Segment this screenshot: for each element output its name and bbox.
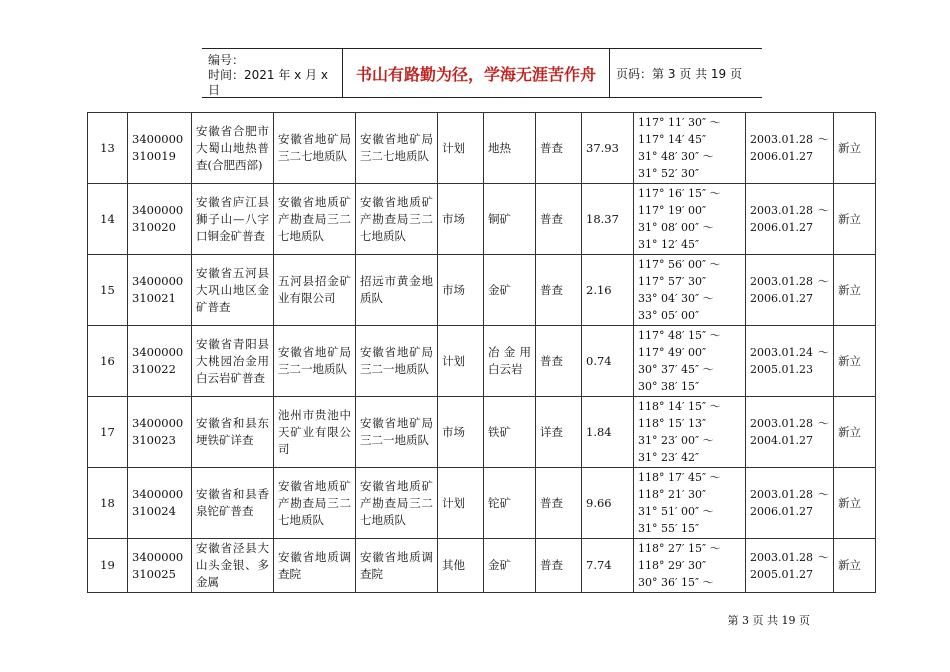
coordinate-line: 117° 48′ 15″ ～: [638, 329, 721, 342]
permit-status: 新立: [834, 468, 876, 539]
coordinate-line: 117° 49′ 00″: [638, 346, 707, 359]
mineral-type: 冶金用白云岩: [484, 326, 536, 397]
row-number: 13: [88, 113, 128, 184]
funding-source: 市场: [438, 255, 484, 326]
project-code: 3400000 310025: [128, 539, 192, 593]
coordinate-line: 31° 23′ 42″: [638, 451, 700, 464]
permit-status: 新立: [834, 539, 876, 593]
rights-holder: 五河县招金矿业有限公司: [274, 255, 356, 326]
row-number: 19: [88, 539, 128, 593]
validity-period: 2003.01.28 ～ 2006.01.27: [746, 468, 834, 539]
funding-source: 计划: [438, 113, 484, 184]
coordinate-line: 31° 48′ 30″ ～: [638, 150, 714, 163]
project-code: 3400000 310021: [128, 255, 192, 326]
coordinate-line: 33° 04′ 30″ ～: [638, 292, 714, 305]
coordinate-line: 30° 36′ 15″ ～: [638, 576, 714, 589]
coordinates: [634, 184, 746, 255]
survey-stage: 普查: [536, 255, 582, 326]
project-name: 安徽省庐江县狮子山—八字口铜金矿普查: [192, 184, 274, 255]
coordinate-line: 30° 37′ 45″ ～: [638, 363, 714, 376]
permit-status: 新立: [834, 255, 876, 326]
survey-unit: 安徽省地质矿产勘查局三二七地质队: [356, 184, 438, 255]
funding-source: 其他: [438, 539, 484, 593]
validity-period: 2003.01.28 ～ 2006.01.27: [746, 184, 834, 255]
project-code: 3400000 310019: [128, 113, 192, 184]
coordinate-line: 31° 23′ 00″ ～: [638, 434, 714, 447]
survey-stage: 普查: [536, 113, 582, 184]
coordinates: [634, 113, 746, 184]
project-name: 安徽省合肥市大蜀山地热普查(合肥西部): [192, 113, 274, 184]
table-row: [88, 184, 876, 255]
area-value: 9.66: [582, 468, 634, 539]
mineral-type: 铊矿: [484, 468, 536, 539]
permit-status: 新立: [834, 326, 876, 397]
coordinates: [634, 326, 746, 397]
coordinate-line: 118° 14′ 15″ ～: [638, 400, 721, 413]
funding-source: 计划: [438, 468, 484, 539]
coordinate-line: 117° 11′ 30″ ～: [638, 116, 721, 129]
area-value: 7.74: [582, 539, 634, 593]
coordinate-line: 117° 19′ 00″: [638, 204, 707, 217]
area-value: 1.84: [582, 397, 634, 468]
project-name: 安徽省五河县大巩山地区金矿普查: [192, 255, 274, 326]
project-name: 安徽省泾县大山头金银、多金属: [192, 539, 274, 593]
header-meta: [202, 49, 342, 97]
survey-unit: 招远市黄金地质队: [356, 255, 438, 326]
survey-stage: 普查: [536, 539, 582, 593]
page-footer: 第 3 页 共 19 页: [727, 614, 810, 627]
coordinate-line: 31° 52′ 30″: [638, 167, 700, 180]
rights-holder: 安徽省地矿局三二一地质队: [274, 326, 356, 397]
coordinate-line: 118° 21′ 30″: [638, 488, 707, 501]
validity-period: 2003.01.28 ～ 2005.01.27: [746, 539, 834, 593]
header-page-info: 页码：第 3 页 共 19 页: [616, 66, 742, 81]
rights-holder: 安徽省地质矿产勘查局三二七地质队: [274, 184, 356, 255]
coordinate-line: 117° 57′ 30″: [638, 275, 707, 288]
coordinate-line: 31° 55′ 15″: [638, 522, 700, 535]
permit-status: 新立: [834, 397, 876, 468]
area-value: 18.37: [582, 184, 634, 255]
survey-unit: 安徽省地质矿产勘查局三二七地质队: [356, 468, 438, 539]
table-row: [88, 113, 876, 184]
project-code: 3400000 310024: [128, 468, 192, 539]
table-row: [88, 255, 876, 326]
project-name: 安徽省和县香泉铊矿普查: [192, 468, 274, 539]
area-value: 2.16: [582, 255, 634, 326]
validity-period: 2003.01.28 ～ 2006.01.27: [746, 255, 834, 326]
coordinate-line: 31° 12′ 45″: [638, 238, 700, 251]
area-value: 0.74: [582, 326, 634, 397]
header-motto: 书山有路勤为径，学海无涯苦作舟: [342, 49, 610, 97]
coordinates: [634, 397, 746, 468]
project-code: 3400000 310020: [128, 184, 192, 255]
mineral-type: 铁矿: [484, 397, 536, 468]
number-label: 编号：: [208, 53, 245, 67]
survey-unit: 安徽省地矿局三二七地质队: [356, 113, 438, 184]
coordinate-line: 31° 51′ 00″ ～: [638, 505, 714, 518]
mineral-type: 金矿: [484, 539, 536, 593]
project-code: 3400000 310023: [128, 397, 192, 468]
permit-status: 新立: [834, 113, 876, 184]
row-number: 18: [88, 468, 128, 539]
coordinate-line: 30° 38′ 15″: [638, 380, 700, 393]
survey-unit: 安徽省地矿局三二一地质队: [356, 397, 438, 468]
page-header: [202, 48, 762, 98]
validity-period: 2003.01.24 ～ 2005.01.23: [746, 326, 834, 397]
mineral-type: 铜矿: [484, 184, 536, 255]
rights-holder: 安徽省地质矿产勘查局三二七地质队: [274, 468, 356, 539]
row-number: 14: [88, 184, 128, 255]
coordinate-line: 118° 17′ 45″ ～: [638, 471, 721, 484]
row-number: 17: [88, 397, 128, 468]
coordinate-line: 117° 56′ 00″ ～: [638, 258, 721, 271]
coordinate-line: 118° 27′ 15″ ～: [638, 542, 721, 555]
coordinate-line: 118° 29′ 30″: [638, 559, 707, 572]
coordinate-line: 117° 14′ 45″: [638, 133, 707, 146]
funding-source: 计划: [438, 326, 484, 397]
project-name: 安徽省青阳县大桃园冶金用白云岩矿普查: [192, 326, 274, 397]
time-label: 时间：2021 年 x 月 x 日: [208, 68, 329, 97]
project-code: 3400000 310022: [128, 326, 192, 397]
funding-source: 市场: [438, 184, 484, 255]
rights-holder: 安徽省地矿局三二七地质队: [274, 113, 356, 184]
survey-unit: 安徽省地矿局三二一地质队: [356, 326, 438, 397]
survey-stage: 普查: [536, 468, 582, 539]
row-number: 16: [88, 326, 128, 397]
survey-unit: 安徽省地质调查院: [356, 539, 438, 593]
coordinate-line: 33° 05′ 00″: [638, 309, 700, 322]
coordinates: [634, 255, 746, 326]
survey-stage: 详查: [536, 397, 582, 468]
mineral-type: 金矿: [484, 255, 536, 326]
rights-holder: 安徽省地质调查院: [274, 539, 356, 593]
table-row: [88, 468, 876, 539]
validity-period: 2003.01.28 ～ 2004.01.27: [746, 397, 834, 468]
coordinates: [634, 539, 746, 593]
mineral-type: 地热: [484, 113, 536, 184]
survey-stage: 普查: [536, 184, 582, 255]
permit-status: 新立: [834, 184, 876, 255]
coordinates: [634, 468, 746, 539]
rights-holder: 池州市贵池中天矿业有限公司: [274, 397, 356, 468]
funding-source: 市场: [438, 397, 484, 468]
validity-period: 2003.01.28 ～ 2006.01.27: [746, 113, 834, 184]
table-row: [88, 539, 876, 593]
exploration-table: [87, 112, 876, 593]
project-name: 安徽省和县东埂铁矿详查: [192, 397, 274, 468]
coordinate-line: 31° 08′ 00″ ～: [638, 221, 714, 234]
row-number: 15: [88, 255, 128, 326]
area-value: 37.93: [582, 113, 634, 184]
coordinate-line: 118° 15′ 13″: [638, 417, 707, 430]
table-row: [88, 397, 876, 468]
coordinate-line: 117° 16′ 15″ ～: [638, 187, 721, 200]
table-row: [88, 326, 876, 397]
survey-stage: 普查: [536, 326, 582, 397]
